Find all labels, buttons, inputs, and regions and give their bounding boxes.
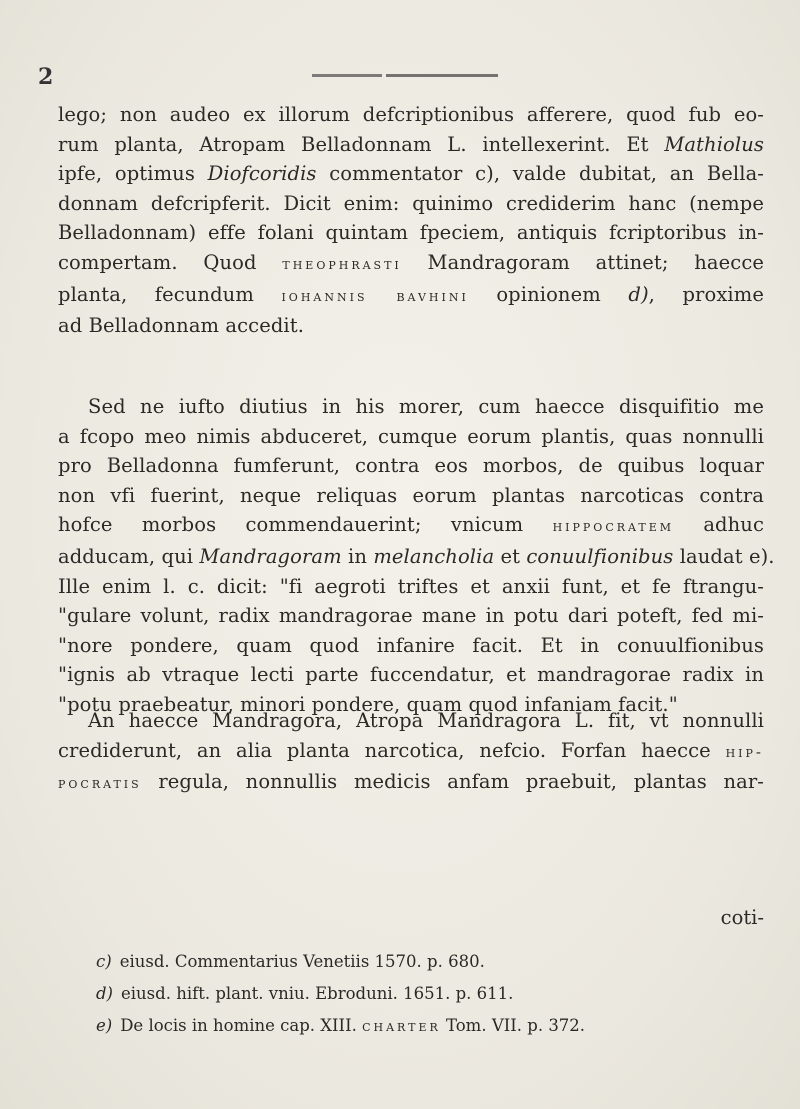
- header-rule-right: [386, 74, 498, 77]
- text-line: pocratis regula, nonnullis medicis anfam praebuit, plantas nar-: [58, 770, 764, 794]
- text-line: "ignis ab vtraque lecti parte fuccendatur, et mandragorae radix in: [58, 663, 764, 687]
- header-rule-left: [312, 74, 382, 77]
- text-line: ipfe, optimus Diofcoridis commentator c), valde dubitat, an Bella-: [58, 162, 764, 186]
- text-line: Ille enim l. c. dicit: "fi aegroti triftes et anxii funt, et fe ftrangu-: [58, 574, 764, 598]
- text-line: Sed ne iufto diutius in his morer, cum haecce disquifitio me: [88, 395, 764, 418]
- text-line: compertam. Quod theophrasti Mandragoram attinet; haecce: [58, 250, 764, 274]
- text-line: "nore pondere, quam quod infanire facit. Et in conuulfionibus: [58, 633, 764, 657]
- catchword: coti-: [720, 906, 764, 929]
- paragraph-3: [58, 706, 764, 799]
- text-line: pro Belladonna fumferunt, contra eos morbos, de quibus loquar: [58, 454, 764, 478]
- text-line: ad Belladonnam accedit.: [58, 314, 304, 338]
- text-line: An haecce Mandragora, Atropa Mandragora L. fit, vt nonnulli: [88, 709, 764, 732]
- text-line: a fcopo meo nimis abduceret, cumque eorum plantis, quas nonnulli: [58, 424, 764, 448]
- text-line: lego; non audeo ex illorum defcriptionibus afferere, quod fub eo-: [58, 103, 764, 126]
- text-line: "gulare volunt, radix mandragorae mane in potu dari poteft, fed mi-: [58, 604, 764, 628]
- text-line: non vfi fuerint, neque reliquas eorum plantas narcoticas contra: [58, 483, 764, 507]
- paragraph-2: [58, 392, 775, 720]
- footnote-e: e) De locis in homine cap. XIII. charter Tom. VII. p. 372.: [96, 1016, 586, 1035]
- text-line: rum planta, Atropam Belladonnam L. intellexerint. Et Mathiolus: [58, 132, 764, 156]
- footnotes: [96, 946, 776, 1042]
- paragraph-1: [58, 100, 764, 341]
- text-line: adducam, qui Mandragoram in melancholia et conuulfionibus laudat e).: [58, 544, 775, 568]
- text-line: "potu praebeatur, minori pondere, quam quod infaniam facit.": [58, 692, 678, 716]
- text-line: hofce morbos commendauerint; vnicum hippocratem adhuc: [58, 513, 764, 537]
- page-number: 2: [38, 64, 54, 90]
- footnote-d: d) eiusd. hift. plant. vniu. Ebroduni. 1651. p. 611.: [96, 984, 514, 1003]
- text-line: donnam defcripferit. Dicit enim: quinimo crediderim hanc (nempe: [58, 191, 764, 215]
- text-line: planta, fecundum iohannis bavhini opinionem d), proxime: [58, 282, 764, 306]
- footnote-c: c) eiusd. Commentarius Venetiis 1570. p. 680.: [96, 952, 485, 971]
- text-line: Belladonnam) effe folani quintam fpeciem, antiquis fcriptoribus in-: [58, 221, 764, 245]
- text-line: crediderunt, an alia planta narcotica, nefcio. Forfan haecce hip-: [58, 738, 764, 762]
